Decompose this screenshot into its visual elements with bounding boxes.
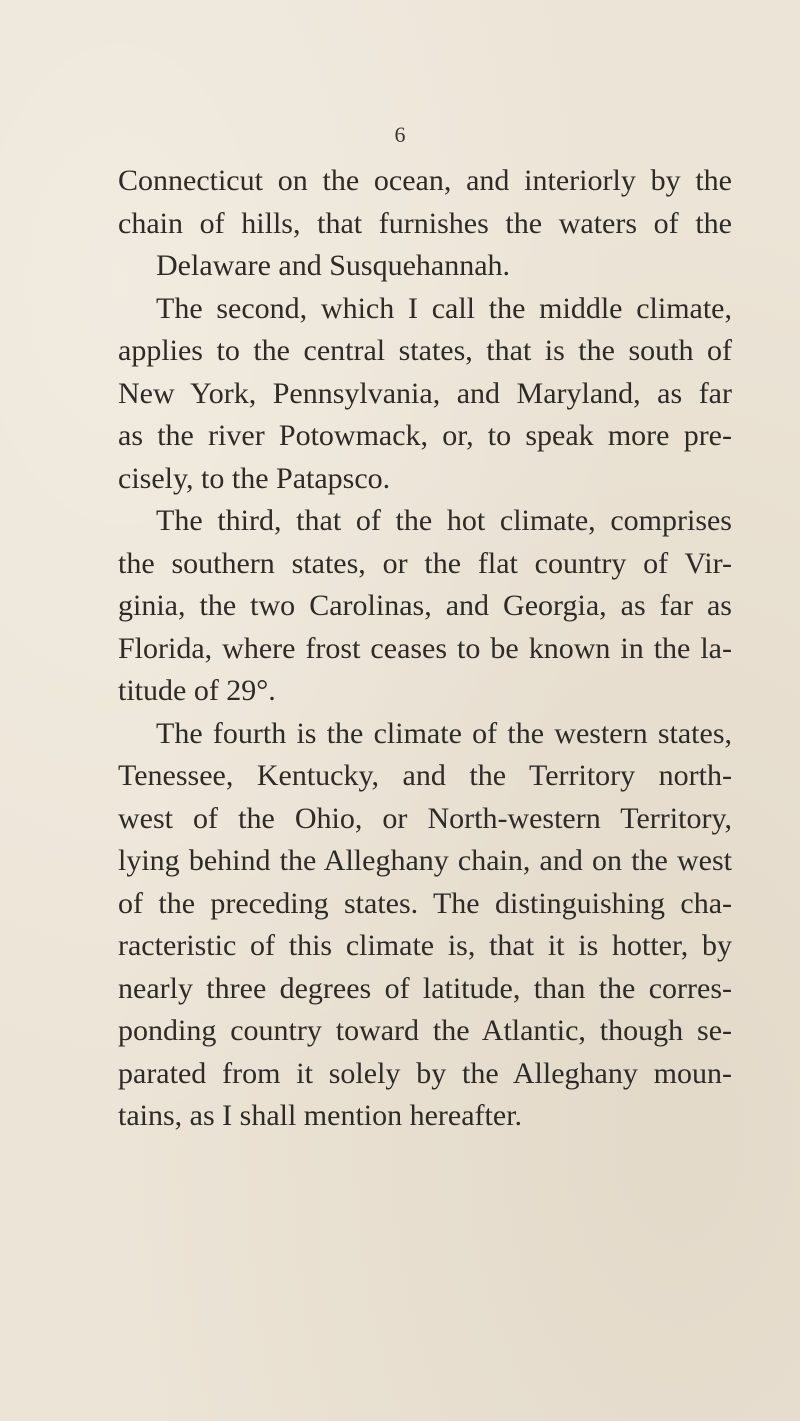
text-line: racteristic of this climate is, that it is hotter, by [118,929,732,962]
text-line: applies to the central states, that is the south of [118,334,732,367]
text-line: cisely, to the Patapsco. [118,461,391,495]
text-line: lying behind the Alleghany chain, and on the west [118,844,732,877]
body-text [118,160,732,1138]
page-number: 6 [394,122,406,147]
text-line: Connecticut on the ocean, and interiorly by the [118,164,732,197]
text-line: tains, as I shall mention hereafter. [118,1099,523,1132]
text-line: Florida, where frost ceases to be known in the la- [118,631,732,665]
text-line: the southern states, or the flat country of Vir- [118,546,732,580]
text-line: titude of 29°. [118,674,276,707]
paragraph-start-line: The second, which I call the middle climate, [156,291,732,325]
text-line: ponding country toward the Atlantic, though se- [118,1014,732,1047]
text-line: Delaware and Susquehannah. [156,249,511,282]
text-line: as the river Potowmack, or, to speak more pre- [118,419,732,452]
paragraph-start-line: The third, that of the hot climate, comprises [156,504,732,537]
text-line: chain of hills, that furnishes the waters of the [118,206,732,240]
text-line: west of the Ohio, or North-western Territory, [118,801,732,835]
text-line: New York, Pennsylvania, and Maryland, as far [118,376,732,410]
paragraph-start-line: The fourth is the climate of the western states, [156,716,732,750]
text-line: nearly three degrees of latitude, than the corres- [118,971,732,1005]
text-line: ginia, the two Carolinas, and Georgia, as far as [118,589,732,622]
text-line: of the preceding states. The distinguishing cha- [118,886,732,920]
text-line: parated from it solely by the Alleghany moun- [118,1056,732,1090]
text-line: Tenessee, Kentucky, and the Territory north- [118,759,732,792]
